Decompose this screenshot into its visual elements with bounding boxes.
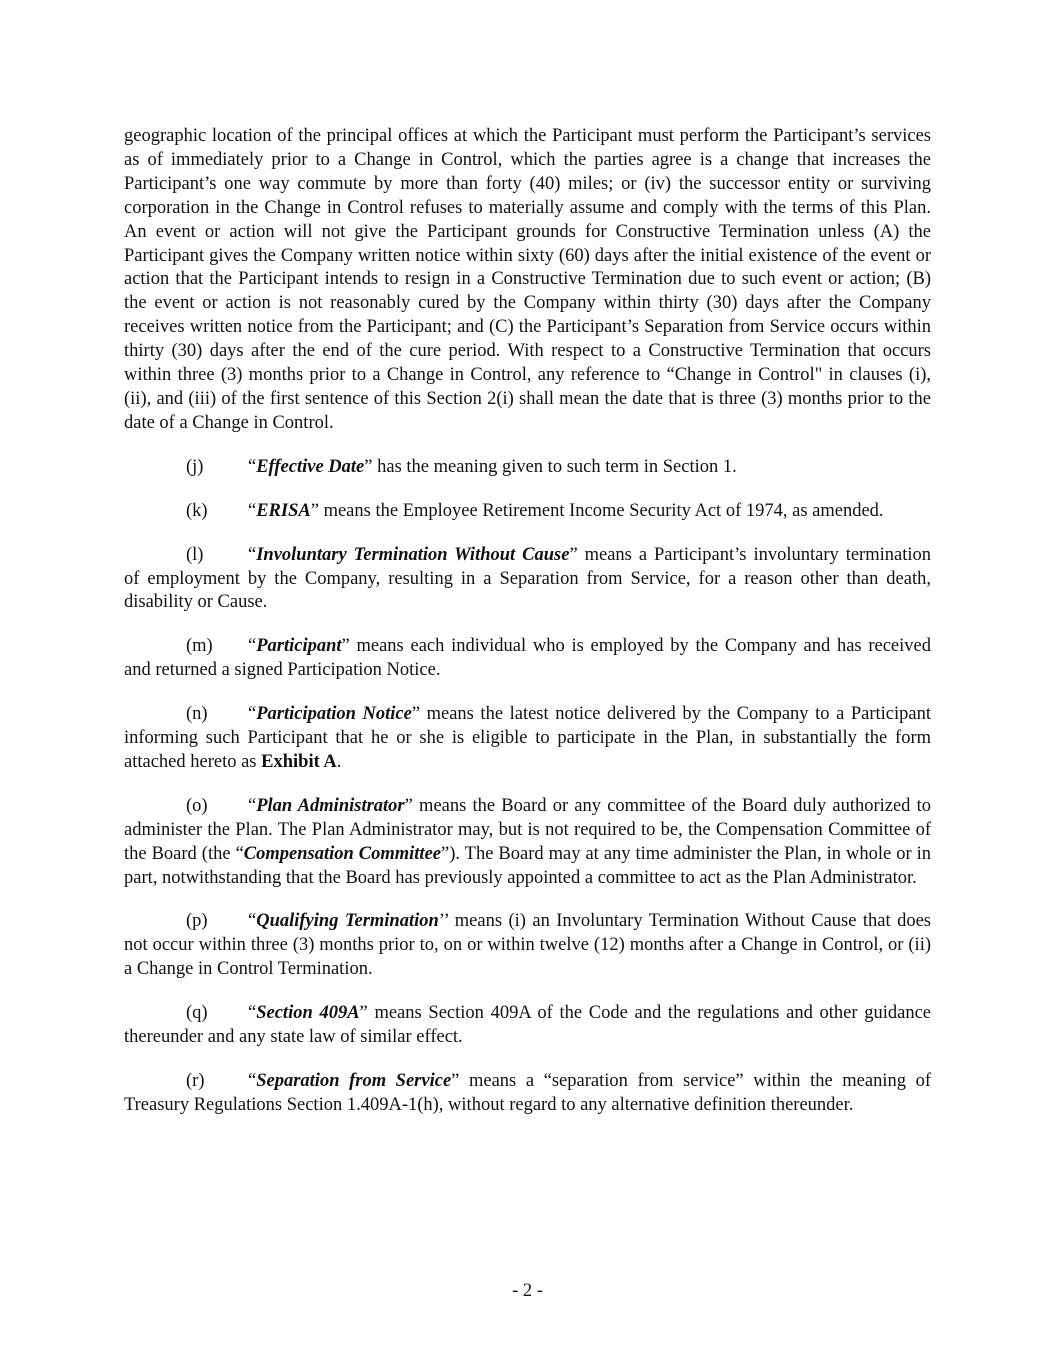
definition-text: means the Board or any committee of the Board duly authorized to administer the Plan. The Plan Administrator may, but is not required to be, the Compensation Committee of the Board (the “ bbox=[124, 795, 932, 864]
definition-text: means a “separation from service” within the meaning of Treasury Regulations Section 1.409A-1(h), without regard to any alternative definition thereunder. bbox=[124, 1071, 931, 1115]
definition-text: means each individual who is employed by the Company and has received and returned a signed Participation Notice. bbox=[124, 636, 931, 681]
definition-label: (r) bbox=[186, 1071, 205, 1091]
definition-text: means the Employee Retirement Income Security Act of 1974, as amended. bbox=[318, 500, 884, 521]
open-quote: “ bbox=[248, 544, 257, 565]
definition-text: means a Participant’s involuntary termination of employment by the Company, resulting in a Separation from Service, for a reason other than death, disability or Cause. bbox=[124, 544, 931, 613]
definition-tail: . bbox=[336, 751, 342, 772]
definition-q bbox=[124, 1002, 931, 1050]
definition-o bbox=[124, 795, 931, 891]
close-quote: ” bbox=[364, 456, 373, 477]
defined-term: Section 409A bbox=[256, 1003, 360, 1024]
defined-term: Separation from Service bbox=[256, 1071, 452, 1091]
open-quote: “ bbox=[248, 500, 257, 521]
definition-l bbox=[124, 544, 931, 616]
definition-label: (q) bbox=[186, 1003, 208, 1024]
definition-j bbox=[124, 456, 931, 480]
definition-label: (m) bbox=[186, 636, 213, 657]
definition-m bbox=[124, 635, 931, 683]
close-quote: ” bbox=[359, 1003, 368, 1024]
definition-text: means (i) an Involuntary Termination Without Cause that does not occur within three (3) months prior to, on or within twelve (12) months after a Change in Control, or (ii) a Change in Control Termination. bbox=[124, 911, 931, 980]
definition-label: (p) bbox=[186, 911, 208, 932]
close-quote: ” bbox=[451, 1071, 460, 1091]
defined-term: Participation Notice bbox=[256, 704, 412, 725]
close-quote: ’’ bbox=[438, 911, 449, 932]
defined-term: Qualifying Termination bbox=[256, 911, 439, 932]
defined-term: Involuntary Termination Without Cause bbox=[256, 544, 570, 565]
definition-tail: ”). The Board may at any time administer the Plan, in whole or in part, notwithstanding that the Board has previously appointed a committee to act as the Plan Administrator. bbox=[124, 843, 931, 888]
defined-term: Participant bbox=[256, 636, 342, 657]
definition-label: (l) bbox=[186, 544, 204, 565]
definition-text: has the meaning given to such term in Section 1. bbox=[372, 456, 737, 477]
definition-label: (j) bbox=[186, 456, 204, 477]
open-quote: “ bbox=[248, 456, 257, 477]
close-quote: ” bbox=[569, 544, 578, 565]
intro-paragraph: geographic location of the principal offices at which the Participant must perform the Participant’s services as of immediately prior to a Change in Control, which the parties agree is a change that increases the Participant’s one way commute by more than forty (40) miles; or (iv) the successor entity or surviving corporation in the Change in Control refuses to materially assume and comply with the terms of this Plan. An event or action will not give the Participant grounds for Constructive Termination unless (A) the Participant gives the Company written notice within sixty (60) days after the initial existence of the event or action that the Participant intends to resign in a Constructive Termination due to such event or action; (B) the event or action is not reasonably cured by the Company within thirty (30) days after the Company receives written notice from the Participant; and (C) the Participant’s Separation from Service occurs within thirty (30) days after the end of the cure period. With respect to a Constructive Termination that occurs within three (3) months prior to a Change in Control, any reference to “Change in Control" in clauses (i), (ii), and (iii) of the first sentence of this Section 2(i) shall mean the date that is three (3) months prior to the date of a Change in Control. bbox=[124, 126, 931, 433]
defined-term-secondary: Compensation Committee bbox=[243, 843, 441, 864]
open-quote: “ bbox=[248, 636, 257, 657]
open-quote: “ bbox=[248, 704, 257, 725]
close-quote: ” bbox=[310, 500, 319, 521]
definition-label: (n) bbox=[186, 704, 208, 725]
definition-text: means Section 409A of the Code and the regulations and other guidance thereunder and any state law of similar effect. bbox=[124, 1003, 932, 1048]
defined-term: ERISA bbox=[256, 500, 311, 521]
close-quote: ” bbox=[411, 704, 421, 725]
definition-r bbox=[124, 1070, 931, 1118]
exhibit-reference: Exhibit A bbox=[261, 751, 337, 772]
open-quote: “ bbox=[248, 1071, 257, 1091]
page-number: - 2 - bbox=[512, 1281, 543, 1301]
defined-term: Plan Administrator bbox=[256, 795, 405, 816]
close-quote: ” bbox=[404, 795, 413, 816]
definition-p bbox=[124, 910, 931, 982]
definition-k bbox=[124, 500, 931, 524]
open-quote: “ bbox=[248, 911, 257, 932]
document-body bbox=[124, 125, 931, 1118]
definition-label: (o) bbox=[186, 795, 208, 816]
definition-label: (k) bbox=[186, 500, 208, 521]
defined-term: Effective Date bbox=[256, 456, 365, 477]
definition-n bbox=[124, 703, 931, 775]
open-quote: “ bbox=[248, 1003, 257, 1024]
close-quote: ” bbox=[341, 636, 350, 657]
open-quote: “ bbox=[248, 795, 257, 816]
definition-text: means the latest notice delivered by the Company to a Participant informing such Participant that he or she is eligible to participate in the Plan, in substantially the form attached hereto as bbox=[124, 704, 932, 772]
